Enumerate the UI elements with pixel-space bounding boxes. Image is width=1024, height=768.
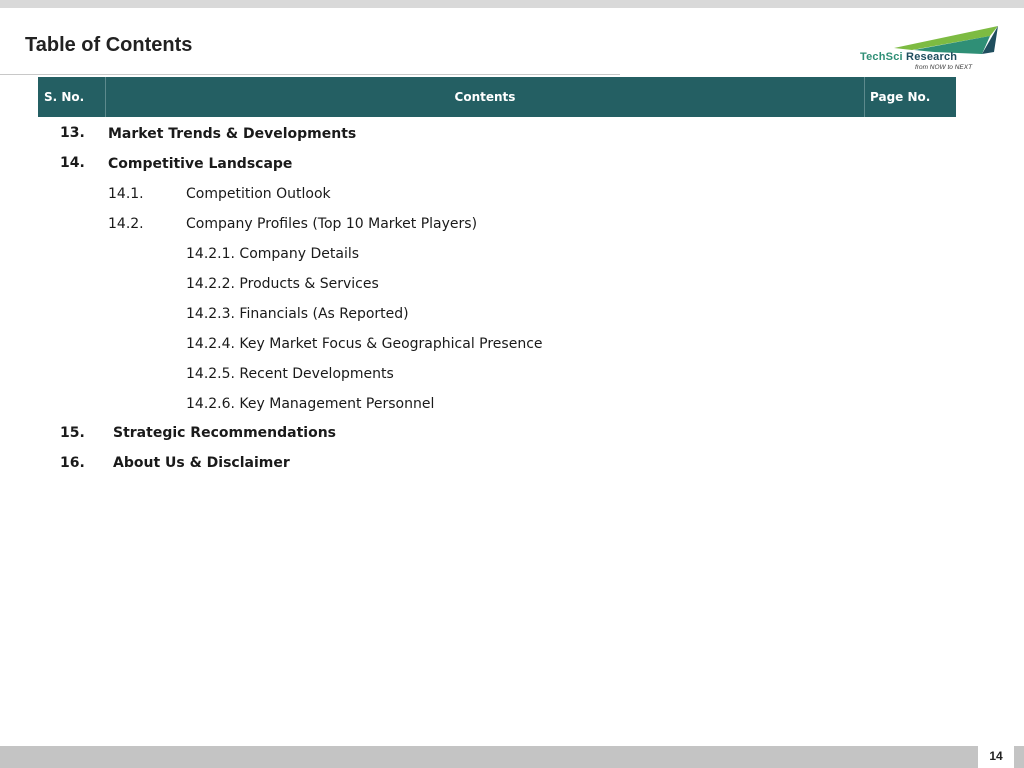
toc-entry-14-2-title: Company Profiles (Top 10 Market Players) [186, 216, 478, 232]
header-contents: Contents [106, 77, 865, 117]
toc-entry-15-number: 15. [60, 425, 85, 441]
toc-entry-14-1-number: 14.1. [108, 186, 144, 202]
header-page-no: Page No. [870, 90, 931, 104]
logo-wordmark-part2: Research [906, 51, 958, 63]
logo-tagline: from NOW to NEXT [915, 64, 973, 71]
toc-entry-13-number: 13. [60, 125, 85, 141]
top-strip [0, 0, 1024, 8]
toc-entry-14-2-2: 14.2.2. Products & Services [186, 276, 379, 292]
toc-entry-14-2-number: 14.2. [108, 216, 144, 232]
toc-entry-13-title: Market Trends & Developments [108, 126, 357, 142]
header-sno: S. No. [38, 77, 106, 117]
toc-entry-14-2-1: 14.2.1. Company Details [186, 246, 360, 262]
toc-entry-15-title: Strategic Recommendations [113, 425, 337, 441]
toc-entry-14-title: Competitive Landscape [108, 156, 293, 172]
toc-entry-16-number: 16. [60, 455, 85, 471]
company-logo [858, 24, 1000, 74]
toc-entry-14-2-3: 14.2.3. Financials (As Reported) [186, 306, 409, 322]
toc-entry-14-2-4: 14.2.4. Key Market Focus & Geographical Presence [186, 336, 543, 352]
toc-entry-14-number: 14. [60, 155, 85, 171]
logo-wordmark [860, 51, 957, 63]
toc-entry-14-2-6: 14.2.6. Key Management Personnel [186, 396, 435, 412]
footer-strip [0, 746, 1024, 768]
logo-wordmark-part1: TechSci [860, 51, 903, 63]
toc-entry-14-1-title: Competition Outlook [186, 186, 331, 202]
toc-header-row [38, 77, 956, 117]
page-number: 14 [978, 746, 1014, 768]
page-title: Table of Contents [25, 34, 193, 56]
toc-entry-14-2-5: 14.2.5. Recent Developments [186, 366, 394, 382]
toc-entry-16-title: About Us & Disclaimer [113, 455, 290, 471]
title-divider [0, 74, 620, 75]
